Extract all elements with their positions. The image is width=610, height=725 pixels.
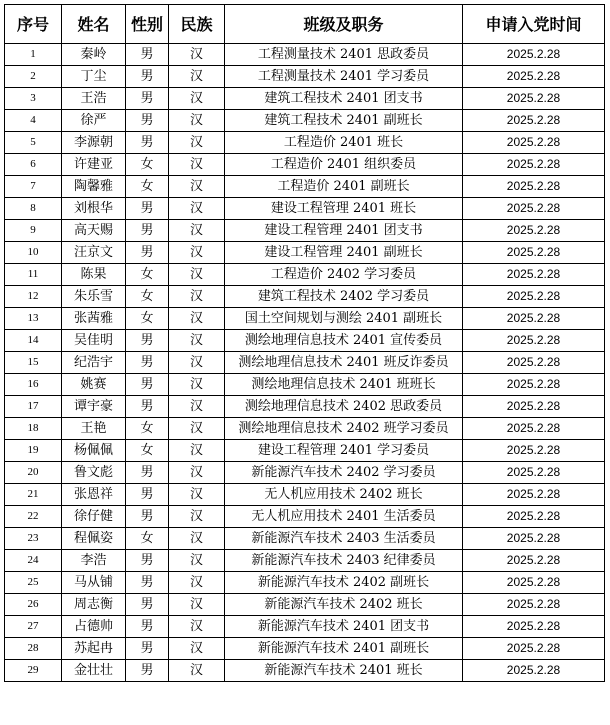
table-row: [5, 198, 605, 220]
cell-class-role: 新能源汽车技术 2401 班长: [225, 660, 463, 682]
cell-ethnicity: 汉: [169, 330, 225, 352]
cell-gender: 男: [126, 88, 169, 110]
cell-name: 李浩: [62, 550, 126, 572]
header-apply-date: 申请入党时间: [463, 5, 605, 44]
cell-gender: 男: [126, 66, 169, 88]
cell-ethnicity: 汉: [169, 616, 225, 638]
cell-apply-date: 2025.2.28: [463, 264, 605, 286]
header-class-role: 班级及职务: [225, 5, 463, 44]
table-row: [5, 396, 605, 418]
cell-gender: 男: [126, 352, 169, 374]
cell-ethnicity: 汉: [169, 198, 225, 220]
cell-apply-date: 2025.2.28: [463, 484, 605, 506]
cell-name: 马从铺: [62, 572, 126, 594]
cell-ethnicity: 汉: [169, 484, 225, 506]
cell-apply-date: 2025.2.28: [463, 88, 605, 110]
cell-class-role: 新能源汽车技术 2403 纪律委员: [225, 550, 463, 572]
table-row: [5, 154, 605, 176]
table-row: [5, 528, 605, 550]
header-gender: 性别: [126, 5, 169, 44]
cell-class-role: 工程造价 2402 学习委员: [225, 264, 463, 286]
cell-seq: 23: [5, 528, 62, 550]
cell-seq: 4: [5, 110, 62, 132]
table-row: [5, 572, 605, 594]
table-row: [5, 308, 605, 330]
cell-apply-date: 2025.2.28: [463, 220, 605, 242]
cell-name: 徐严: [62, 110, 126, 132]
cell-ethnicity: 汉: [169, 660, 225, 682]
cell-name: 刘根华: [62, 198, 126, 220]
cell-ethnicity: 汉: [169, 396, 225, 418]
cell-seq: 12: [5, 286, 62, 308]
cell-name: 吴佳明: [62, 330, 126, 352]
cell-name: 李源朝: [62, 132, 126, 154]
cell-gender: 女: [126, 176, 169, 198]
cell-seq: 13: [5, 308, 62, 330]
cell-apply-date: 2025.2.28: [463, 330, 605, 352]
table-row: [5, 550, 605, 572]
cell-ethnicity: 汉: [169, 528, 225, 550]
cell-class-role: 国土空间规划与测绘 2401 副班长: [225, 308, 463, 330]
table-row: [5, 66, 605, 88]
cell-gender: 男: [126, 506, 169, 528]
cell-gender: 女: [126, 528, 169, 550]
cell-class-role: 工程造价 2401 班长: [225, 132, 463, 154]
cell-apply-date: 2025.2.28: [463, 528, 605, 550]
cell-seq: 19: [5, 440, 62, 462]
cell-seq: 2: [5, 66, 62, 88]
table-row: [5, 418, 605, 440]
cell-seq: 8: [5, 198, 62, 220]
cell-gender: 女: [126, 308, 169, 330]
cell-ethnicity: 汉: [169, 308, 225, 330]
cell-apply-date: 2025.2.28: [463, 572, 605, 594]
cell-name: 程佩姿: [62, 528, 126, 550]
cell-gender: 男: [126, 638, 169, 660]
table-row: [5, 352, 605, 374]
header-seq: 序号: [5, 5, 62, 44]
cell-ethnicity: 汉: [169, 638, 225, 660]
cell-gender: 男: [126, 44, 169, 66]
cell-seq: 24: [5, 550, 62, 572]
cell-seq: 21: [5, 484, 62, 506]
table-row: [5, 330, 605, 352]
cell-name: 高天赐: [62, 220, 126, 242]
cell-class-role: 建设工程管理 2401 班长: [225, 198, 463, 220]
table-row: [5, 374, 605, 396]
table-row: [5, 594, 605, 616]
cell-class-role: 测绘地理信息技术 2402 班学习委员: [225, 418, 463, 440]
cell-name: 周志衡: [62, 594, 126, 616]
cell-apply-date: 2025.2.28: [463, 132, 605, 154]
cell-class-role: 测绘地理信息技术 2401 班班长: [225, 374, 463, 396]
cell-ethnicity: 汉: [169, 44, 225, 66]
cell-class-role: 无人机应用技术 2401 生活委员: [225, 506, 463, 528]
cell-ethnicity: 汉: [169, 418, 225, 440]
cell-ethnicity: 汉: [169, 374, 225, 396]
cell-name: 王艳: [62, 418, 126, 440]
cell-apply-date: 2025.2.28: [463, 110, 605, 132]
cell-seq: 18: [5, 418, 62, 440]
cell-apply-date: 2025.2.28: [463, 594, 605, 616]
cell-apply-date: 2025.2.28: [463, 286, 605, 308]
cell-gender: 男: [126, 616, 169, 638]
cell-seq: 3: [5, 88, 62, 110]
cell-gender: 男: [126, 660, 169, 682]
cell-name: 张恩祥: [62, 484, 126, 506]
cell-name: 谭宇豪: [62, 396, 126, 418]
cell-class-role: 工程造价 2401 副班长: [225, 176, 463, 198]
cell-seq: 6: [5, 154, 62, 176]
cell-seq: 29: [5, 660, 62, 682]
cell-gender: 男: [126, 374, 169, 396]
cell-apply-date: 2025.2.28: [463, 660, 605, 682]
cell-apply-date: 2025.2.28: [463, 176, 605, 198]
cell-seq: 16: [5, 374, 62, 396]
cell-ethnicity: 汉: [169, 594, 225, 616]
cell-apply-date: 2025.2.28: [463, 396, 605, 418]
cell-apply-date: 2025.2.28: [463, 242, 605, 264]
table-row: [5, 616, 605, 638]
cell-class-role: 测绘地理信息技术 2401 班反诈委员: [225, 352, 463, 374]
cell-ethnicity: 汉: [169, 550, 225, 572]
cell-apply-date: 2025.2.28: [463, 418, 605, 440]
cell-ethnicity: 汉: [169, 220, 225, 242]
cell-seq: 10: [5, 242, 62, 264]
cell-ethnicity: 汉: [169, 242, 225, 264]
cell-gender: 女: [126, 440, 169, 462]
cell-apply-date: 2025.2.28: [463, 198, 605, 220]
cell-ethnicity: 汉: [169, 264, 225, 286]
cell-ethnicity: 汉: [169, 440, 225, 462]
header-name: 姓名: [62, 5, 126, 44]
cell-class-role: 建筑工程技术 2401 副班长: [225, 110, 463, 132]
cell-gender: 男: [126, 242, 169, 264]
cell-name: 占德帅: [62, 616, 126, 638]
cell-seq: 27: [5, 616, 62, 638]
cell-class-role: 建设工程管理 2401 副班长: [225, 242, 463, 264]
table-row: [5, 484, 605, 506]
cell-seq: 17: [5, 396, 62, 418]
cell-class-role: 测绘地理信息技术 2401 宣传委员: [225, 330, 463, 352]
cell-seq: 9: [5, 220, 62, 242]
cell-name: 许建亚: [62, 154, 126, 176]
cell-name: 陈果: [62, 264, 126, 286]
cell-name: 鲁文彪: [62, 462, 126, 484]
table-row: [5, 110, 605, 132]
cell-name: 姚赛: [62, 374, 126, 396]
cell-seq: 20: [5, 462, 62, 484]
table-row: [5, 176, 605, 198]
cell-ethnicity: 汉: [169, 66, 225, 88]
cell-gender: 男: [126, 594, 169, 616]
cell-class-role: 无人机应用技术 2402 班长: [225, 484, 463, 506]
cell-seq: 7: [5, 176, 62, 198]
table-row: [5, 506, 605, 528]
cell-apply-date: 2025.2.28: [463, 352, 605, 374]
cell-class-role: 工程造价 2401 组织委员: [225, 154, 463, 176]
cell-gender: 男: [126, 462, 169, 484]
table-row: [5, 440, 605, 462]
cell-ethnicity: 汉: [169, 132, 225, 154]
party-application-table: [4, 4, 605, 682]
cell-class-role: 测绘地理信息技术 2402 思政委员: [225, 396, 463, 418]
cell-name: 纪浩宇: [62, 352, 126, 374]
cell-ethnicity: 汉: [169, 110, 225, 132]
cell-gender: 男: [126, 132, 169, 154]
cell-seq: 25: [5, 572, 62, 594]
cell-ethnicity: 汉: [169, 154, 225, 176]
cell-apply-date: 2025.2.28: [463, 308, 605, 330]
cell-apply-date: 2025.2.28: [463, 506, 605, 528]
cell-apply-date: 2025.2.28: [463, 550, 605, 572]
cell-class-role: 工程测量技术 2401 思政委员: [225, 44, 463, 66]
cell-name: 张茜雅: [62, 308, 126, 330]
cell-apply-date: 2025.2.28: [463, 66, 605, 88]
table-row: [5, 660, 605, 682]
cell-name: 陶馨雅: [62, 176, 126, 198]
table-row: [5, 132, 605, 154]
cell-seq: 26: [5, 594, 62, 616]
cell-ethnicity: 汉: [169, 352, 225, 374]
cell-seq: 5: [5, 132, 62, 154]
table-row: [5, 286, 605, 308]
cell-gender: 男: [126, 396, 169, 418]
cell-gender: 男: [126, 220, 169, 242]
cell-class-role: 工程测量技术 2401 学习委员: [225, 66, 463, 88]
cell-class-role: 新能源汽车技术 2402 学习委员: [225, 462, 463, 484]
cell-class-role: 新能源汽车技术 2403 生活委员: [225, 528, 463, 550]
cell-seq: 15: [5, 352, 62, 374]
cell-ethnicity: 汉: [169, 88, 225, 110]
cell-name: 朱乐雪: [62, 286, 126, 308]
cell-seq: 14: [5, 330, 62, 352]
cell-apply-date: 2025.2.28: [463, 462, 605, 484]
cell-class-role: 新能源汽车技术 2402 班长: [225, 594, 463, 616]
cell-gender: 女: [126, 418, 169, 440]
table-row: [5, 638, 605, 660]
cell-gender: 女: [126, 286, 169, 308]
cell-gender: 男: [126, 330, 169, 352]
cell-class-role: 新能源汽车技术 2402 副班长: [225, 572, 463, 594]
table-row: [5, 264, 605, 286]
cell-gender: 男: [126, 484, 169, 506]
cell-apply-date: 2025.2.28: [463, 374, 605, 396]
cell-apply-date: 2025.2.28: [463, 44, 605, 66]
cell-ethnicity: 汉: [169, 286, 225, 308]
cell-ethnicity: 汉: [169, 176, 225, 198]
table-body: [5, 44, 605, 682]
cell-name: 苏起冉: [62, 638, 126, 660]
cell-class-role: 建筑工程技术 2401 团支书: [225, 88, 463, 110]
cell-class-role: 建筑工程技术 2402 学习委员: [225, 286, 463, 308]
cell-gender: 男: [126, 198, 169, 220]
cell-name: 王浩: [62, 88, 126, 110]
table-row: [5, 44, 605, 66]
table-row: [5, 220, 605, 242]
cell-class-role: 建设工程管理 2401 学习委员: [225, 440, 463, 462]
cell-ethnicity: 汉: [169, 462, 225, 484]
table-row: [5, 462, 605, 484]
header-row: [5, 5, 605, 44]
cell-class-role: 新能源汽车技术 2401 副班长: [225, 638, 463, 660]
cell-gender: 男: [126, 572, 169, 594]
cell-name: 金壮壮: [62, 660, 126, 682]
cell-name: 杨佩佩: [62, 440, 126, 462]
cell-apply-date: 2025.2.28: [463, 154, 605, 176]
cell-name: 汪京文: [62, 242, 126, 264]
cell-gender: 男: [126, 550, 169, 572]
cell-seq: 1: [5, 44, 62, 66]
cell-gender: 男: [126, 110, 169, 132]
header-ethnicity: 民族: [169, 5, 225, 44]
cell-gender: 女: [126, 154, 169, 176]
cell-apply-date: 2025.2.28: [463, 638, 605, 660]
cell-apply-date: 2025.2.28: [463, 440, 605, 462]
cell-seq: 28: [5, 638, 62, 660]
applicant-table-container: [4, 4, 605, 682]
cell-ethnicity: 汉: [169, 506, 225, 528]
table-row: [5, 242, 605, 264]
cell-gender: 女: [126, 264, 169, 286]
cell-name: 丁尘: [62, 66, 126, 88]
cell-class-role: 新能源汽车技术 2401 团支书: [225, 616, 463, 638]
cell-ethnicity: 汉: [169, 572, 225, 594]
cell-seq: 22: [5, 506, 62, 528]
cell-seq: 11: [5, 264, 62, 286]
cell-name: 秦岭: [62, 44, 126, 66]
cell-apply-date: 2025.2.28: [463, 616, 605, 638]
cell-class-role: 建设工程管理 2401 团支书: [225, 220, 463, 242]
table-row: [5, 88, 605, 110]
cell-name: 徐仔健: [62, 506, 126, 528]
